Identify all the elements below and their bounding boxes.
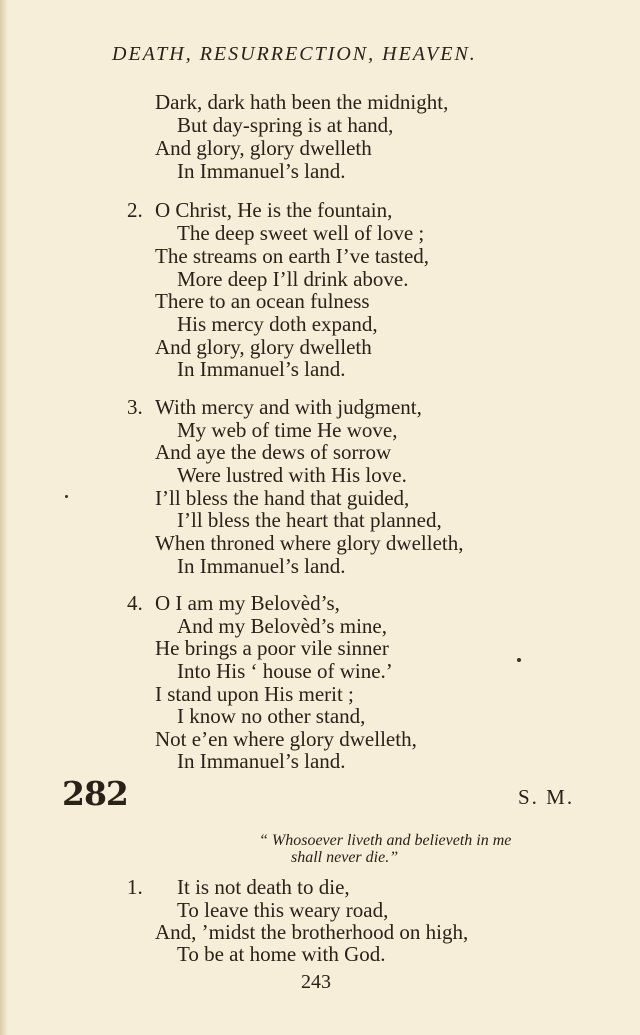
page-number: 243	[301, 971, 331, 993]
verse-line: With mercy and with judgment,	[155, 395, 422, 419]
verse-line: I know no other stand,	[177, 704, 366, 728]
stanza-number: 3.	[127, 395, 143, 419]
verse-line: And glory, glory dwelleth	[155, 136, 372, 160]
verse-line: To be at home with God.	[177, 942, 386, 966]
verse-line: I’ll bless the heart that planned,	[177, 508, 442, 532]
stanza-number: 4.	[127, 591, 143, 615]
verse-line: And aye the dews of sorrow	[155, 440, 392, 464]
verse-line: It is not death to die,	[177, 875, 350, 899]
verse-line: O I am my Belovèd’s,	[155, 591, 340, 615]
verse-line: He brings a poor vile sinner	[155, 636, 389, 660]
verse-line: Dark, dark hath been the midnight,	[155, 90, 449, 114]
verse-line: And my Belovèd’s mine,	[177, 614, 387, 638]
stanza-number: 2.	[127, 198, 143, 222]
epigraph-line: “ Whosoever liveth and believeth in me	[259, 832, 512, 849]
verse-line: I stand upon His merit ;	[155, 682, 354, 706]
running-head: DEATH, RESURRECTION, HEAVEN.	[112, 43, 477, 65]
print-speck	[65, 495, 68, 498]
verse-line: There to an ocean fulness	[155, 289, 370, 313]
hymn-meter: S. M.	[518, 785, 575, 809]
verse-line: And glory, glory dwelleth	[155, 335, 372, 359]
verse-line: Not e’en where glory dwelleth,	[155, 727, 417, 751]
verse-line: The streams on earth I’ve tasted,	[155, 244, 430, 268]
epigraph-line: shall never die.”	[291, 849, 399, 866]
verse-line: More deep I’ll drink above.	[177, 267, 409, 291]
verse-line: I’ll bless the hand that guided,	[155, 486, 410, 510]
verse-line: When throned where glory dwelleth,	[155, 531, 464, 555]
verse-line: In Immanuel’s land.	[177, 749, 346, 773]
verse-line: Were lustred with His love.	[177, 463, 407, 487]
print-speck	[517, 658, 521, 662]
verse-line: But day-spring is at hand,	[177, 113, 394, 137]
verse-line: The deep sweet well of love ;	[177, 221, 425, 245]
verse-line: Into His ‘ house of wine.’	[177, 659, 393, 683]
verse-line: O Christ, He is the fountain,	[155, 198, 393, 222]
verse-line: In Immanuel’s land.	[177, 159, 346, 183]
hymn-number: 282	[62, 774, 128, 813]
verse-line: And, ’midst the brotherhood on high,	[155, 920, 469, 944]
verse-line: His mercy doth expand,	[177, 312, 378, 336]
page-edge	[0, 0, 8, 1035]
verse-line: In Immanuel’s land.	[177, 554, 346, 578]
verse-line: My web of time He wove,	[177, 418, 398, 442]
stanza-number: 1.	[127, 875, 143, 899]
verse-line: In Immanuel’s land.	[177, 357, 346, 381]
verse-line: To leave this weary road,	[177, 898, 389, 922]
